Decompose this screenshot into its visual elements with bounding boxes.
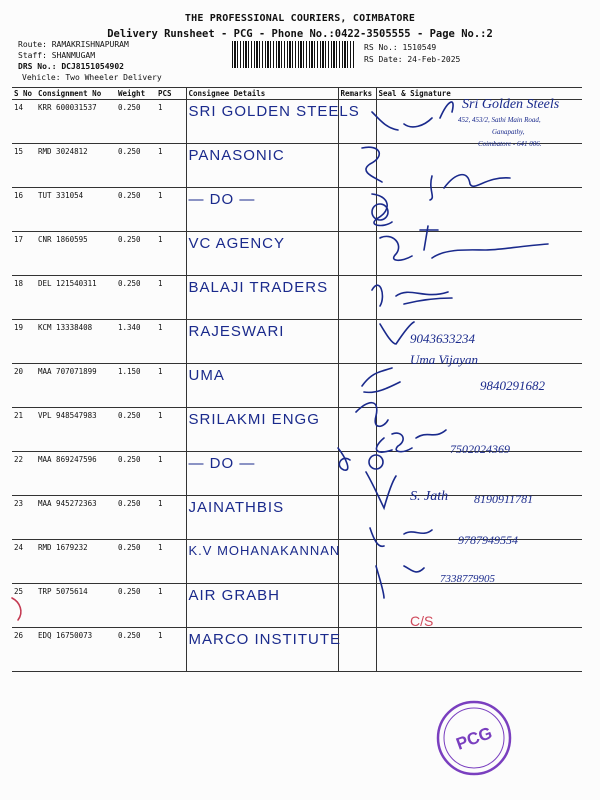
col-pcs: PCS — [156, 88, 186, 100]
seal-company: Sri Golden Steels — [462, 97, 560, 112]
col-consignee: Consignee Details — [186, 88, 338, 100]
remarks — [338, 452, 376, 496]
table-row — [12, 276, 582, 320]
company-title: THE PROFESSIONAL COURIERS, COIMBATORE — [184, 13, 416, 24]
consignment-no: MAA 707071899 — [36, 364, 116, 408]
table-row — [12, 144, 582, 188]
table-row — [12, 408, 582, 452]
signature-phone-2: 9840291682 — [480, 378, 545, 393]
pcs: 1 — [156, 584, 186, 628]
barcode — [232, 41, 354, 68]
consignment-no: EDQ 16750073 — [36, 628, 116, 672]
seal-signature — [376, 320, 582, 364]
runsheet-title: Delivery Runsheet - PCG - Phone No.:0422-3505555 - Page No.:2 — [107, 28, 493, 40]
col-sno: S No — [12, 88, 36, 100]
staff-label: Staff: SHANMUGAM — [18, 51, 96, 60]
col-seal: Seal & Signature — [376, 88, 582, 100]
pcs: 1 — [156, 276, 186, 320]
sno: 23 — [12, 496, 36, 540]
delivery-table — [12, 87, 582, 672]
seal-signature — [376, 188, 582, 232]
signature-cs: C/S — [410, 613, 434, 629]
consignment-no: DEL 121540311 — [36, 276, 116, 320]
pcs: 1 — [156, 320, 186, 364]
consignee: UMA — [186, 364, 338, 408]
seal-signature — [376, 144, 582, 188]
signature-phone-6: 7338779905 — [440, 573, 495, 585]
pcs: 1 — [156, 232, 186, 276]
weight: 1.150 — [116, 364, 156, 408]
sno: 25 — [12, 584, 36, 628]
col-consignment: Consignment No — [36, 88, 116, 100]
sno: 15 — [12, 144, 36, 188]
seal-signature — [376, 276, 582, 320]
pcs: 1 — [156, 100, 186, 144]
seal-signature — [376, 628, 582, 672]
remarks — [338, 364, 376, 408]
sno: 24 — [12, 540, 36, 584]
consignment-no: VPL 948547983 — [36, 408, 116, 452]
remarks — [338, 408, 376, 452]
seal-signature — [376, 408, 582, 452]
consignment-no: CNR 1860595 — [36, 232, 116, 276]
remarks — [338, 584, 376, 628]
remarks — [338, 496, 376, 540]
seal-signature — [376, 584, 582, 628]
consignee: BALAJI TRADERS — [186, 276, 338, 320]
weight: 0.250 — [116, 540, 156, 584]
sno: 16 — [12, 188, 36, 232]
weight: 0.250 — [116, 188, 156, 232]
table-row — [12, 232, 582, 276]
seal-signature — [376, 100, 582, 144]
consignment-no: RMD 3024812 — [36, 144, 116, 188]
seal-address-1: 452, 453/2, Sathi Main Road, — [458, 116, 541, 124]
consignee: PANASONIC — [186, 144, 338, 188]
sno: 17 — [12, 232, 36, 276]
remarks — [338, 540, 376, 584]
rs-number: RS No.: 1510549 — [364, 43, 437, 52]
seal-signature — [376, 540, 582, 584]
pcs: 1 — [156, 452, 186, 496]
sno: 20 — [12, 364, 36, 408]
sno: 26 — [12, 628, 36, 672]
seal-address-2: Ganapathy, — [492, 128, 525, 136]
pcs: 1 — [156, 364, 186, 408]
table-row — [12, 320, 582, 364]
signature-phone-3: 7502024369 — [450, 442, 510, 456]
signature-phone-4: 8190911781 — [474, 492, 534, 506]
route-label: Route: RAMAKRISHNAPURAM — [18, 40, 129, 49]
table-row — [12, 628, 582, 672]
consignee: MARCO INSTITUTE — [186, 628, 338, 672]
weight: 1.340 — [116, 320, 156, 364]
signature-name-jath: S. Jath — [410, 489, 449, 504]
consignee: — DO — — [186, 188, 338, 232]
seal-signature — [376, 496, 582, 540]
table-row — [12, 540, 582, 584]
consignment-no: MAA 869247596 — [36, 452, 116, 496]
rs-date: RS Date: 24-Feb-2025 — [364, 55, 461, 64]
pcs: 1 — [156, 188, 186, 232]
seal-signature — [376, 232, 582, 276]
table-row — [12, 496, 582, 540]
sno: 14 — [12, 100, 36, 144]
consignment-no: KRR 600031537 — [36, 100, 116, 144]
consignee: AIR GRABH — [186, 584, 338, 628]
weight: 0.250 — [116, 100, 156, 144]
sno: 19 — [12, 320, 36, 364]
drs-label: DRS No.: DCJ8151054902 — [18, 62, 124, 71]
weight: 0.250 — [116, 276, 156, 320]
table-row — [12, 452, 582, 496]
pcs: 1 — [156, 540, 186, 584]
remarks — [338, 188, 376, 232]
pcs: 1 — [156, 628, 186, 672]
table-header — [12, 88, 582, 100]
weight: 0.250 — [116, 452, 156, 496]
weight: 0.250 — [116, 408, 156, 452]
consignee: SRI GOLDEN STEELS — [186, 100, 338, 144]
weight: 0.250 — [116, 628, 156, 672]
col-remarks: Remarks — [338, 88, 376, 100]
seal-signature — [376, 452, 582, 496]
table-row — [12, 364, 582, 408]
consignment-no: RMD 1679232 — [36, 540, 116, 584]
pcs: 1 — [156, 144, 186, 188]
remarks — [338, 144, 376, 188]
seal-signature — [376, 364, 582, 408]
consignment-no: TUT 331054 — [36, 188, 116, 232]
col-weight: Weight — [116, 88, 156, 100]
consignee: K.V MOHANAKANNAN — [186, 540, 338, 584]
table-row — [12, 100, 582, 144]
vehicle-label: Vehicle: Two Wheeler Delivery — [22, 73, 162, 82]
consignment-no: KCM 13338408 — [36, 320, 116, 364]
consignee: VC AGENCY — [186, 232, 338, 276]
weight: 0.250 — [116, 496, 156, 540]
remarks — [338, 320, 376, 364]
signature-phone-1: 9043633234 — [410, 331, 475, 346]
pcg-stamp — [438, 702, 510, 774]
weight: 0.250 — [116, 144, 156, 188]
signature-phone-5: 9787949554 — [458, 533, 518, 547]
consignment-no: TRP 5075614 — [36, 584, 116, 628]
consignee: RAJESWARI — [186, 320, 338, 364]
remarks — [338, 628, 376, 672]
seal-address-3: Coimbatore - 641 006. — [478, 140, 542, 148]
weight: 0.250 — [116, 232, 156, 276]
sno: 18 — [12, 276, 36, 320]
pcs: 1 — [156, 496, 186, 540]
consignee: JAINATHBIS — [186, 496, 338, 540]
stamp-text: PCG — [453, 723, 495, 754]
table-row — [12, 188, 582, 232]
weight: 0.250 — [116, 584, 156, 628]
sno: 22 — [12, 452, 36, 496]
table-row — [12, 584, 582, 628]
sno: 21 — [12, 408, 36, 452]
pcs: 1 — [156, 408, 186, 452]
consignee: SRILAKMI ENGG — [186, 408, 338, 452]
consignment-no: MAA 945272363 — [36, 496, 116, 540]
signature-name-uma: Uma Vijayan — [410, 352, 478, 367]
remarks — [338, 276, 376, 320]
consignee: — DO — — [186, 452, 338, 496]
remarks — [338, 232, 376, 276]
